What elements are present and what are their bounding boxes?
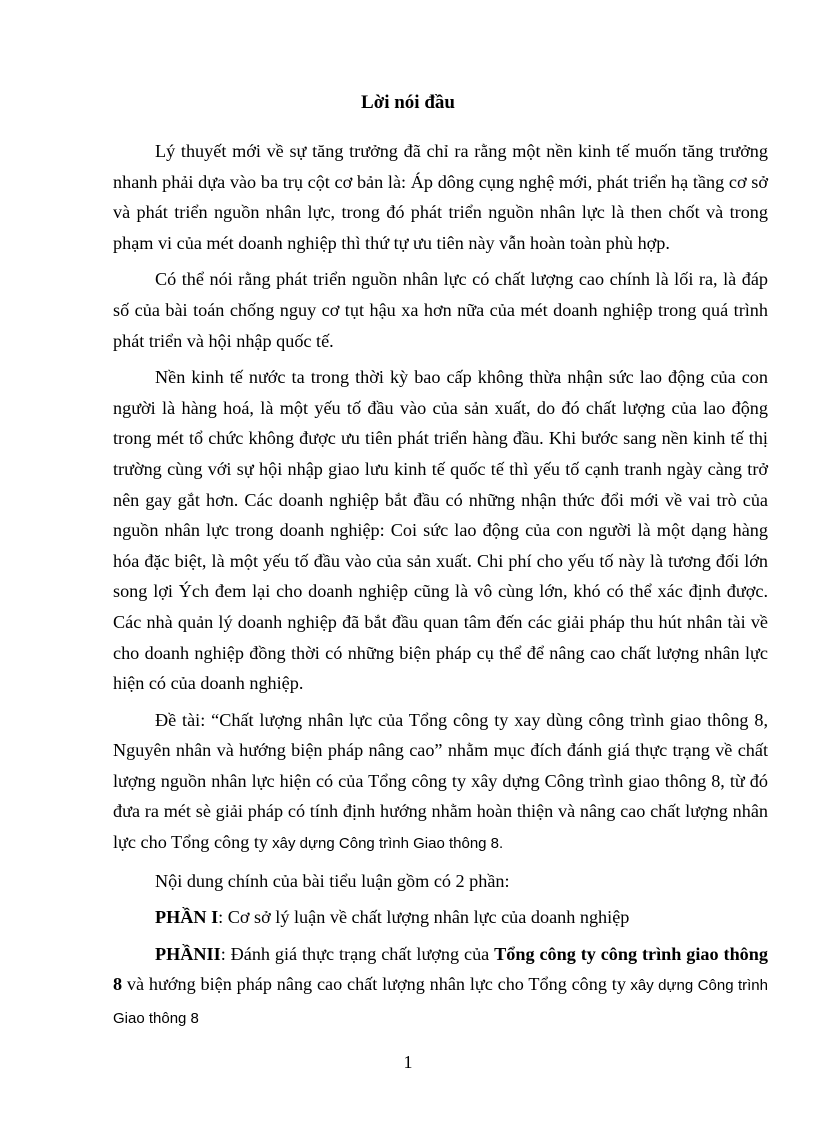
page-number: 1: [403, 1052, 413, 1072]
paragraph-2: Có thể nói rằng phát triển nguồn nhân lực có chất lượng cao chính là lối ra, là đáp số của bài toán chống nguy cơ tụt hậu xa hơn nữa của mét doanh nghiệp trong quá trình phát triển và hội nhập quốc tế.: [113, 269, 768, 351]
paragraph-4-tail: xây dựng Công trình Giao thông 8.: [268, 835, 504, 853]
page-title: Lời nói đầu: [361, 92, 455, 113]
part-2-text-1: : Đánh giá thực trạng chất lượng của: [220, 943, 495, 964]
part-1-text: : Cơ sở lý luận về chất lượng nhân lực của doanh nghiệp: [218, 907, 630, 928]
paragraph-part-2: [113, 939, 768, 1035]
part-2-tail: xây dựng Công trình Giao thông 8: [113, 977, 768, 1028]
paragraph-3: Nền kinh tế nước ta trong thời kỳ bao cấp không thừa nhận sức lao động của con người là hàng hoá, là một yếu tố đầu vào của sản xuất, do đó chất lượng của lao động trong mét tổ chức không được ưu tiên phát triển hàng đầu. Khi bước sang nền kinh tế thị trường cùng với sự hội nhập giao lưu kinh tế quốc tế thì yếu tố cạnh tranh ngày càng trở nên gay gắt hơn. Các doanh nghiệp bắt đầu có những nhận thức đổi mới về vai trò của nguồn nhân lực trong doanh nghiệp: Coi sức lao động của con người là một dạng hàng hóa đặc biệt, là một yếu tố đầu vào của sản xuất. Chi phí cho yếu tố này là tương đối lớn song lợi Ých đem lại cho doanh nghiệp cũng là vô cùng lớn, khó có thể xác định được. Các nhà quản lý doanh nghiệp đã bắt đầu quan tâm đến các giải pháp thu hút nhân tài về cho doanh nghiệp đồng thời có những biện pháp cụ thể để nâng cao chất lượng nhân lực hiện có của doanh nghiệp.: [113, 367, 768, 694]
part-2-label: PHẦNII: [155, 943, 221, 964]
paragraph-4: [113, 705, 768, 860]
paragraph-5: Nội dung chính của bài tiểu luận gồm có 2 phần:: [155, 870, 510, 891]
part-2-text-2: và hướng biện pháp nâng cao chất lượng nhân lực cho Tổng công ty: [122, 974, 626, 995]
paragraph-part-1: [113, 902, 768, 933]
paragraph-4-main: Đề tài: “Chất lượng nhân lực của Tổng công ty xay dùng công trình giao thông 8, Nguyên nhân và hướng biện pháp nâng cao” nhằm mục đích đánh giá thực trạng về chất lượng nguồn nhân lực hiện có của Tổng công ty xây dựng Công trình giao thông 8, từ đó đưa ra mét sè giải pháp có tính định hướng nhằm hoàn thiện và nâng cao chất lượng nhân lực cho Tổng công ty: [113, 709, 768, 853]
paragraph-1: Lý thuyết mới về sự tăng trưởng đã chỉ ra rằng một nền kinh tế muốn tăng trưởng nhanh phải dựa vào ba trụ cột cơ bản là: Áp dông cụng nghệ mới, phát triển hạ tầng cơ sở và phát triển nguồn nhân lực, trong đó phát triển nguồn nhân lực là then chốt và trong phạm vi của mét doanh nghiệp thì thứ tự ưu tiên này vẫn hoàn toàn phù hợp.: [113, 141, 768, 253]
part-2-bold: Tổng công ty công trình giao thông 8: [113, 943, 768, 995]
document-body: [113, 136, 768, 1041]
part-1-label: PHẦN I: [155, 907, 219, 928]
